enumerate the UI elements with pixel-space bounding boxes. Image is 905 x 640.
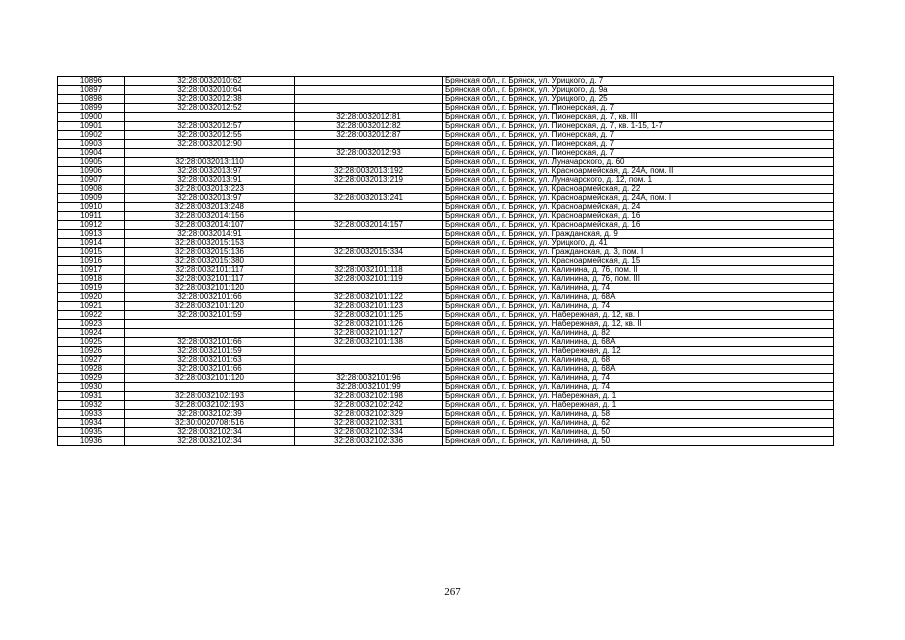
record-number-cell: 10913 <box>58 230 125 239</box>
table-row <box>58 257 834 266</box>
address-cell: Брянская обл., г. Брянск, ул. Гражданская, д. 9 <box>443 230 834 239</box>
record-number-cell: 10934 <box>58 419 125 428</box>
table-row <box>58 158 834 167</box>
related-cadastral-number-cell <box>295 203 443 212</box>
table-row <box>58 320 834 329</box>
cadastral-number-cell: 32:28:0032101:120 <box>125 374 295 383</box>
page-number: 267 <box>444 586 461 598</box>
related-cadastral-number-cell: 32:28:0032012:93 <box>295 149 443 158</box>
cadastral-number-cell: 32:28:0032101:63 <box>125 356 295 365</box>
record-number-cell: 10920 <box>58 293 125 302</box>
related-cadastral-number-cell <box>295 185 443 194</box>
address-cell: Брянская обл., г. Брянск, ул. Набережная, д. 12, кв. I <box>443 311 834 320</box>
table-row <box>58 302 834 311</box>
related-cadastral-number-cell <box>295 104 443 113</box>
cadastral-number-cell: 32:30:0020708:516 <box>125 419 295 428</box>
cadastral-number-cell: 32:28:0032101:120 <box>125 302 295 311</box>
related-cadastral-number-cell: 32:28:0032101:118 <box>295 266 443 275</box>
cadastral-number-cell: 32:28:0032015:153 <box>125 239 295 248</box>
record-number-cell: 10906 <box>58 167 125 176</box>
cadastral-number-cell: 32:28:0032015:136 <box>125 248 295 257</box>
table-row <box>58 419 834 428</box>
cadastral-number-cell: 32:28:0032101:59 <box>125 311 295 320</box>
address-cell: Брянская обл., г. Брянск, ул. Урицкого, д. 7 <box>443 77 834 86</box>
address-cell: Брянская обл., г. Брянск, ул. Набережная, д. 1 <box>443 392 834 401</box>
related-cadastral-number-cell: 32:28:0032013:241 <box>295 194 443 203</box>
related-cadastral-number-cell: 32:28:0032101:126 <box>295 320 443 329</box>
address-cell: Брянская обл., г. Брянск, ул. Калинина, д. 68 <box>443 356 834 365</box>
cadastral-number-cell: 32:28:0032013:248 <box>125 203 295 212</box>
address-cell: Брянская обл., г. Брянск, ул. Калинина, д. 58 <box>443 410 834 419</box>
table-row <box>58 221 834 230</box>
address-cell: Брянская обл., г. Брянск, ул. Красноармейская, д. 15 <box>443 257 834 266</box>
table-row <box>58 86 834 95</box>
address-cell: Брянская обл., г. Брянск, ул. Набережная, д. 12 <box>443 347 834 356</box>
table-row <box>58 113 834 122</box>
table-row <box>58 293 834 302</box>
cadastral-number-cell: 32:28:0032015:380 <box>125 257 295 266</box>
related-cadastral-number-cell <box>295 257 443 266</box>
related-cadastral-number-cell: 32:28:0032101:123 <box>295 302 443 311</box>
related-cadastral-number-cell <box>295 347 443 356</box>
table-row <box>58 104 834 113</box>
related-cadastral-number-cell: 32:28:0032012:81 <box>295 113 443 122</box>
address-cell: Брянская обл., г. Брянск, ул. Луначарского, д. 60 <box>443 158 834 167</box>
related-cadastral-number-cell: 32:28:0032102:334 <box>295 428 443 437</box>
table-row <box>58 140 834 149</box>
cadastral-number-cell: 32:28:0032012:38 <box>125 95 295 104</box>
record-number-cell: 10929 <box>58 374 125 383</box>
address-cell: Брянская обл., г. Брянск, ул. Калинина, д. 50 <box>443 428 834 437</box>
address-cell: Брянская обл., г. Брянск, ул. Калинина, д. 74 <box>443 284 834 293</box>
address-cell: Брянская обл., г. Брянск, ул. Калинина, д. 76, пом. II <box>443 266 834 275</box>
related-cadastral-number-cell: 32:28:0032101:127 <box>295 329 443 338</box>
cadastral-number-cell: 32:28:0032102:193 <box>125 401 295 410</box>
related-cadastral-number-cell <box>295 77 443 86</box>
table-row <box>58 410 834 419</box>
related-cadastral-number-cell <box>295 86 443 95</box>
record-number-cell: 10917 <box>58 266 125 275</box>
address-cell: Брянская обл., г. Брянск, ул. Урицкого, д. 9а <box>443 86 834 95</box>
cadastral-number-cell <box>125 113 295 122</box>
record-number-cell: 10926 <box>58 347 125 356</box>
address-cell: Брянская обл., г. Брянск, ул. Пионерская, д. 7 <box>443 140 834 149</box>
cadastral-number-cell: 32:28:0032101:59 <box>125 347 295 356</box>
related-cadastral-number-cell <box>295 239 443 248</box>
cadastral-number-cell <box>125 320 295 329</box>
cadastral-number-cell: 32:28:0032102:193 <box>125 392 295 401</box>
cadastral-number-cell: 32:28:0032101:66 <box>125 338 295 347</box>
table-row <box>58 131 834 140</box>
table-row <box>58 212 834 221</box>
record-number-cell: 10933 <box>58 410 125 419</box>
related-cadastral-number-cell: 32:28:0032102:331 <box>295 419 443 428</box>
record-number-cell: 10896 <box>58 77 125 86</box>
record-number-cell: 10936 <box>58 437 125 446</box>
table-row <box>58 275 834 284</box>
related-cadastral-number-cell: 32:28:0032012:82 <box>295 122 443 131</box>
cadastral-number-cell: 32:28:0032013:110 <box>125 158 295 167</box>
record-number-cell: 10935 <box>58 428 125 437</box>
address-cell: Брянская обл., г. Брянск, ул. Красноармейская, д. 22 <box>443 185 834 194</box>
record-number-cell: 10909 <box>58 194 125 203</box>
cadastral-number-cell: 32:28:0032010:64 <box>125 86 295 95</box>
address-cell: Брянская обл., г. Брянск, ул. Урицкого, д. 25 <box>443 95 834 104</box>
record-number-cell: 10900 <box>58 113 125 122</box>
related-cadastral-number-cell: 32:28:0032101:96 <box>295 374 443 383</box>
address-cell: Брянская обл., г. Брянск, ул. Набережная, д. 12, кв. II <box>443 320 834 329</box>
related-cadastral-number-cell <box>295 212 443 221</box>
address-cell: Брянская обл., г. Брянск, ул. Калинина, д. 74 <box>443 302 834 311</box>
cadastral-number-cell: 32:28:0032013:97 <box>125 194 295 203</box>
table-row <box>58 167 834 176</box>
record-number-cell: 10925 <box>58 338 125 347</box>
related-cadastral-number-cell: 32:28:0032102:242 <box>295 401 443 410</box>
record-number-cell: 10922 <box>58 311 125 320</box>
related-cadastral-number-cell: 32:28:0032013:192 <box>295 167 443 176</box>
record-number-cell: 10904 <box>58 149 125 158</box>
related-cadastral-number-cell: 32:28:0032101:119 <box>295 275 443 284</box>
table-row <box>58 248 834 257</box>
related-cadastral-number-cell <box>295 158 443 167</box>
cadastral-number-cell: 32:28:0032101:66 <box>125 293 295 302</box>
record-number-cell: 10912 <box>58 221 125 230</box>
table-row <box>58 122 834 131</box>
table-row <box>58 392 834 401</box>
record-number-cell: 10924 <box>58 329 125 338</box>
record-number-cell: 10928 <box>58 365 125 374</box>
cadastral-number-cell: 32:28:0032102:34 <box>125 428 295 437</box>
record-number-cell: 10897 <box>58 86 125 95</box>
related-cadastral-number-cell: 32:28:0032012:87 <box>295 131 443 140</box>
table-row <box>58 77 834 86</box>
address-cell: Брянская обл., г. Брянск, ул. Урицкого, д. 41 <box>443 239 834 248</box>
table-row <box>58 185 834 194</box>
record-number-cell: 10910 <box>58 203 125 212</box>
record-number-cell: 10921 <box>58 302 125 311</box>
related-cadastral-number-cell <box>295 356 443 365</box>
cadastral-number-cell: 32:28:0032014:107 <box>125 221 295 230</box>
cadastral-number-cell: 32:28:0032013:223 <box>125 185 295 194</box>
related-cadastral-number-cell: 32:28:0032101:138 <box>295 338 443 347</box>
cadastral-number-cell: 32:28:0032013:97 <box>125 167 295 176</box>
cadastral-number-cell: 32:28:0032102:34 <box>125 437 295 446</box>
table-row <box>58 356 834 365</box>
related-cadastral-number-cell <box>295 230 443 239</box>
table-row <box>58 383 834 392</box>
cadastral-number-cell: 32:28:0032101:117 <box>125 275 295 284</box>
record-number-cell: 10907 <box>58 176 125 185</box>
address-cell: Брянская обл., г. Брянск, ул. Луначарского, д. 12, пом. 1 <box>443 176 834 185</box>
cadastral-number-cell: 32:28:0032102:39 <box>125 410 295 419</box>
table-row <box>58 230 834 239</box>
record-number-cell: 10918 <box>58 275 125 284</box>
related-cadastral-number-cell: 32:28:0032102:336 <box>295 437 443 446</box>
table-row <box>58 239 834 248</box>
table-row <box>58 338 834 347</box>
cadastral-number-cell: 32:28:0032013:91 <box>125 176 295 185</box>
cadastral-number-cell <box>125 383 295 392</box>
address-cell: Брянская обл., г. Брянск, ул. Калинина, д. 74 <box>443 383 834 392</box>
address-cell: Брянская обл., г. Брянск, ул. Калинина, д. 62 <box>443 419 834 428</box>
table-row <box>58 203 834 212</box>
table-row <box>58 374 834 383</box>
related-cadastral-number-cell: 32:28:0032014:157 <box>295 221 443 230</box>
cadastral-number-cell <box>125 149 295 158</box>
cadastral-number-cell: 32:28:0032012:52 <box>125 104 295 113</box>
related-cadastral-number-cell <box>295 365 443 374</box>
table-row <box>58 428 834 437</box>
table-row <box>58 284 834 293</box>
record-number-cell: 10903 <box>58 140 125 149</box>
cadastral-number-cell: 32:28:0032012:55 <box>125 131 295 140</box>
related-cadastral-number-cell: 32:28:0032102:329 <box>295 410 443 419</box>
related-cadastral-number-cell: 32:28:0032015:334 <box>295 248 443 257</box>
table-row <box>58 347 834 356</box>
record-number-cell: 10902 <box>58 131 125 140</box>
related-cadastral-number-cell <box>295 95 443 104</box>
address-cell: Брянская обл., г. Брянск, ул. Красноармейская, д. 24А, пом. I <box>443 194 834 203</box>
address-cell: Брянская обл., г. Брянск, ул. Пионерская, д. 7, кв. 1-15, 1-7 <box>443 122 834 131</box>
record-number-cell: 10932 <box>58 401 125 410</box>
record-number-cell: 10914 <box>58 239 125 248</box>
address-cell: Брянская обл., г. Брянск, ул. Красноармейская, д. 16 <box>443 221 834 230</box>
address-cell: Брянская обл., г. Брянск, ул. Красноармейская, д. 24 <box>443 203 834 212</box>
cadastral-number-cell: 32:28:0032012:57 <box>125 122 295 131</box>
table-row <box>58 329 834 338</box>
address-cell: Брянская обл., г. Брянск, ул. Калинина, д. 82 <box>443 329 834 338</box>
record-number-cell: 10927 <box>58 356 125 365</box>
address-cell: Брянская обл., г. Брянск, ул. Калинина, д. 76, пом. III <box>443 275 834 284</box>
cadastral-number-cell <box>125 329 295 338</box>
record-number-cell: 10899 <box>58 104 125 113</box>
address-cell: Брянская обл., г. Брянск, ул. Пионерская, д. 7 <box>443 149 834 158</box>
cadastral-number-cell: 32:28:0032101:117 <box>125 266 295 275</box>
address-cell: Брянская обл., г. Брянск, ул. Гражданская, д. 3, пом. I <box>443 248 834 257</box>
related-cadastral-number-cell: 32:28:0032013:219 <box>295 176 443 185</box>
table-row <box>58 401 834 410</box>
address-cell: Брянская обл., г. Брянск, ул. Пионерская, д. 7, кв. III <box>443 113 834 122</box>
related-cadastral-number-cell <box>295 140 443 149</box>
cadastral-number-cell: 32:28:0032012:90 <box>125 140 295 149</box>
registry-table <box>57 76 834 446</box>
table-row <box>58 95 834 104</box>
cadastral-number-cell: 32:28:0032010:62 <box>125 77 295 86</box>
address-cell: Брянская обл., г. Брянск, ул. Калинина, д. 68А <box>443 293 834 302</box>
record-number-cell: 10911 <box>58 212 125 221</box>
table-row <box>58 194 834 203</box>
related-cadastral-number-cell: 32:28:0032101:99 <box>295 383 443 392</box>
record-number-cell: 10901 <box>58 122 125 131</box>
address-cell: Брянская обл., г. Брянск, ул. Пионерская, д. 7 <box>443 104 834 113</box>
record-number-cell: 10919 <box>58 284 125 293</box>
address-cell: Брянская обл., г. Брянск, ул. Калинина, д. 50 <box>443 437 834 446</box>
table-row <box>58 311 834 320</box>
related-cadastral-number-cell: 32:28:0032101:125 <box>295 311 443 320</box>
record-number-cell: 10916 <box>58 257 125 266</box>
record-number-cell: 10908 <box>58 185 125 194</box>
record-number-cell: 10930 <box>58 383 125 392</box>
table-row <box>58 266 834 275</box>
cadastral-number-cell: 32:28:0032101:120 <box>125 284 295 293</box>
registry-table-body <box>58 77 834 446</box>
table-row <box>58 176 834 185</box>
cadastral-number-cell: 32:28:0032101:66 <box>125 365 295 374</box>
table-row <box>58 437 834 446</box>
record-number-cell: 10931 <box>58 392 125 401</box>
address-cell: Брянская обл., г. Брянск, ул. Калинина, д. 68А <box>443 338 834 347</box>
related-cadastral-number-cell: 32:28:0032102:198 <box>295 392 443 401</box>
address-cell: Брянская обл., г. Брянск, ул. Калинина, д. 68А <box>443 365 834 374</box>
address-cell: Брянская обл., г. Брянск, ул. Красноармейская, д. 16 <box>443 212 834 221</box>
related-cadastral-number-cell <box>295 284 443 293</box>
address-cell: Брянская обл., г. Брянск, ул. Пионерская, д. 7 <box>443 131 834 140</box>
record-number-cell: 10915 <box>58 248 125 257</box>
related-cadastral-number-cell: 32:28:0032101:122 <box>295 293 443 302</box>
address-cell: Брянская обл., г. Брянск, ул. Красноармейская, д. 24А, пом. II <box>443 167 834 176</box>
record-number-cell: 10923 <box>58 320 125 329</box>
table-row <box>58 365 834 374</box>
cadastral-number-cell: 32:28:0032014:91 <box>125 230 295 239</box>
table-row <box>58 149 834 158</box>
address-cell: Брянская обл., г. Брянск, ул. Набережная, д. 1 <box>443 401 834 410</box>
cadastral-number-cell: 32:28:0032014:156 <box>125 212 295 221</box>
address-cell: Брянская обл., г. Брянск, ул. Калинина, д. 74 <box>443 374 834 383</box>
record-number-cell: 10898 <box>58 95 125 104</box>
record-number-cell: 10905 <box>58 158 125 167</box>
